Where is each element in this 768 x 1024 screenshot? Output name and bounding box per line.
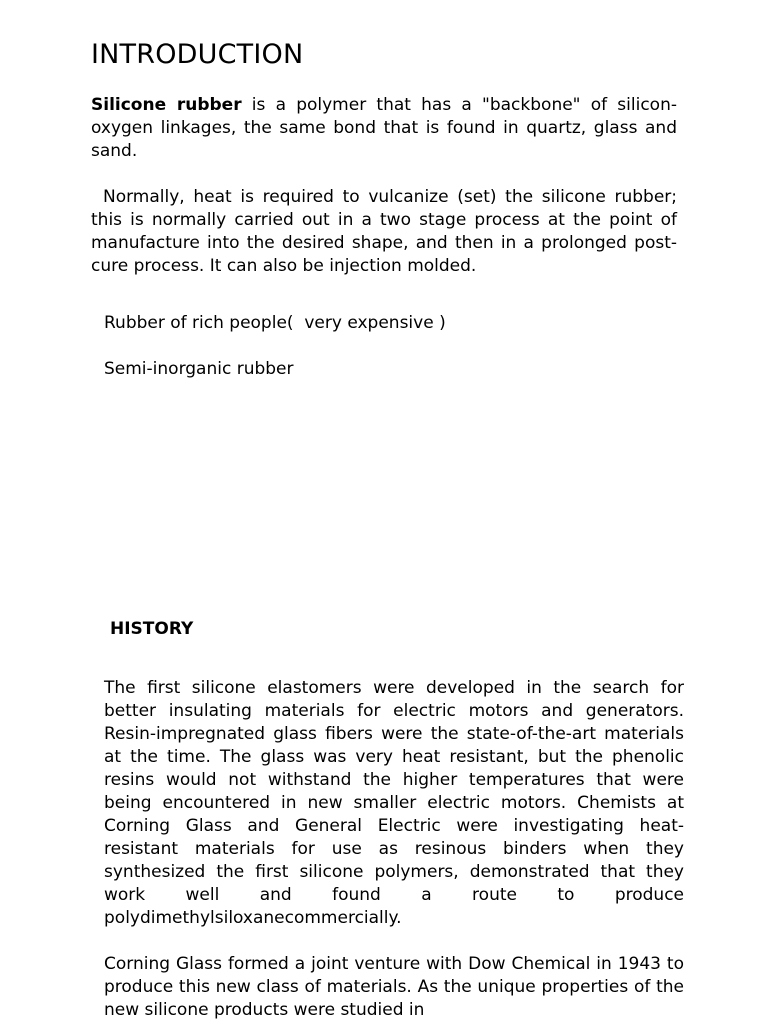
introduction-paragraph-2: Normally, heat is required to vulcanize (set) the silicone rubber; this is normally carried out in a two stage process at the point of manufacture into the desired shape, and then in a prolonged post-cure process. It can also be injection molded. <box>91 187 677 276</box>
history-heading: HISTORY <box>110 619 194 639</box>
introduction-heading: INTRODUCTION <box>91 39 304 70</box>
semi-inorganic-note: Semi-inorganic rubber <box>104 359 294 379</box>
rich-people-note: Rubber of rich people( very expensive ) <box>104 313 446 333</box>
history-paragraph-2: Corning Glass formed a joint venture with Dow Chemical in 1943 to produce this new class of materials. As the unique properties of the new silicone products were studied in <box>104 954 684 1020</box>
introduction-paragraph-1-text: is a polymer that has a "backbone" of silicon-oxygen linkages, the same bond that is found in quartz, glass and sand. <box>91 95 677 161</box>
silicone-rubber-term: Silicone rubber <box>91 95 242 115</box>
introduction-paragraph-1 <box>91 94 677 163</box>
history-paragraph-1: The first silicone elastomers were developed in the search for better insulating materials for electric motors and generators. Resin-impregnated glass fibers were the state-of-the-art materials at the time. The glass was very heat resistant, but the phenolic resins would not withstand the higher temperatures that were being encountered in new smaller electric motors. Chemists at Corning Glass and General Electric were investigating heat-resistant materials for use as resinous binders when they synthesized the first silicone polymers, demonstrated that they work well and found a route to produce polydimethylsiloxanecommercially. <box>104 678 684 928</box>
